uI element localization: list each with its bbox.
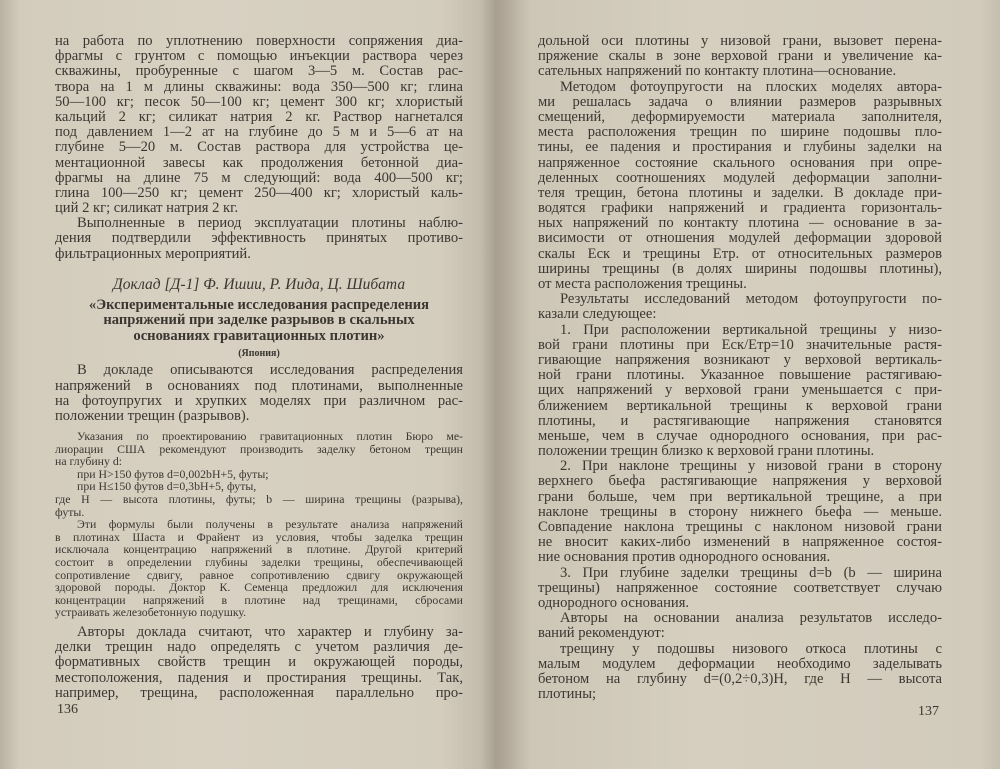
text-line: на фотоупругих и хрупких моделях при различном рас- [55,392,463,409]
text-line: фильтрационных мероприятий. [55,245,251,262]
text-line: устраивать железобетонную подушку. [55,605,247,620]
paragraph [55,34,463,216]
title-line: основаниях гравитационных плотин» [133,327,385,344]
text-line: Результаты исследований методом фотоупругости по- [560,291,942,308]
text-line: смещений, деформируемости материала заполнителя, [538,108,942,125]
text-line: ближением вертикальной трещины к верховой грани [538,397,942,414]
text-line: ширины трещины (в долях ширины подошвы плотины), [538,260,942,277]
text-line: висимости от отношения модулей деформации здоровой [538,230,942,247]
paragraph [55,625,463,701]
text-line: ментационной завесы как продолжения бетонной диа- [55,154,463,171]
text-line: не вносит каких-либо изменений в напряженное состоя- [538,534,942,551]
paragraph [538,611,942,641]
paragraph-group [55,34,463,262]
text-line: на работа по уплотнению поверхности сопряжения диа- [55,33,463,49]
text-line: от места расположения трещины. [538,276,747,292]
text-line: водятся графики напряжений и градиента горизонталь- [538,200,942,217]
text-line: дольной оси плотины у низовой грани, вызовет перена- [538,33,942,49]
text-line: В докладе описываются исследования распределения [77,362,463,379]
text-line: концентрации напряжений в плотине над трещинами, сбросами [55,592,463,607]
text-line: ных напряжений по контакту плотина — основание в за- [538,215,942,232]
text-line: меньше, чем в случае однородного основания, при рас- [538,427,942,444]
text-line: ми решалась задача о влиянии размеров разрывных [538,93,942,110]
footnote-paragraph [55,493,463,518]
text-line: Авторы доклада считают, что характер и глубину за- [77,623,463,640]
text-line: щих напряжений у верховой грани уменьшается с при- [538,382,942,399]
text-line: трещины) напряженное состояние соответствует случаю [538,579,942,596]
text-line: 3. При глубине заделки трещины d=b (b — ширина [560,564,942,581]
text-line: ной грани плотины. Указанное повышение растягиваю- [538,367,942,384]
text-line: формативных свойств трещин и окружающей породы, [55,654,463,671]
text-line: деленных соотношениях модулей деформации заполни- [538,169,942,186]
paragraph-group [538,34,942,702]
text-line: трещину у подошвы низового откоса плотины с [560,640,942,657]
text-line: пряжение скалы в зоне верховой грани и увеличение ка- [538,48,942,65]
text-line: вой грани плотины при Eск/Eтр=10 значительные растя- [538,336,942,353]
paragraph [538,323,942,460]
text-line: теля трещин, бетона плотины и заделки. В докладе при- [538,184,942,201]
text-line: фрагмы на длине 75 м следующий: вода 400—500 кг; [55,169,463,186]
report-author: Доклад [Д-1] Ф. Ишии, Р. Иида, Ц. Шибата [112,275,406,293]
text-line: под давлением 1—2 ат на глубине до 5 м и 5—6 ат на [55,124,463,141]
text-line: напряжений в основаниях под плотинами, выполненные [55,377,463,394]
paragraph [538,459,942,565]
text-line: бетоном на глубину d=(0,2÷0,3)H, где H — высота [538,670,942,687]
text-line: состоит в определении глубины заделки трещины, обеспечивающей [55,555,463,569]
text-line: в плотинах Шаста и Фрайент из условия, чтобы заделка трещин [55,529,463,544]
text-line: грани больше, чем при вертикальной трещине, а при [538,488,942,505]
text-line: скалы Eск и трещины Eтр. от относительных размеров [538,245,942,262]
text-line: лиорации США рекомендуют производить заделку бетоном трещин [55,441,463,456]
footnote-paragraph [55,518,463,619]
page-number: 136 [57,702,78,717]
text-line: фрагмы с грунтом с помощью инъекции раствора через [55,48,463,65]
text-line: ние основания против однородного основания. [538,549,831,566]
right-page [538,34,942,702]
text-line: здоровой породы. Доктор К. Семенца предложил для исключения [55,580,463,595]
text-line: гивающие напряжения возникают у верховой вертикаль- [538,351,942,368]
text-line: делки трещин надо определять с учетом различия де- [55,639,463,656]
text-line: казали следующее: [538,306,657,323]
text-line: Авторы на основании анализа результатов исследо- [560,610,942,627]
footnote-paragraph [55,430,463,468]
text-line: Выполненные в период эксплуатации плотины наблю- [77,215,463,232]
paragraph [538,292,942,322]
text-line: плотины, и растягивающие напряжения становятся [538,412,942,429]
text-line: при H≤150 футов d=0,3bH+5, футы, [77,479,257,494]
text-line: при H>150 футов d=0,002bH+5, футы; [77,466,269,481]
text-line: плотины; [538,686,597,703]
paragraph [538,80,942,293]
paragraph [55,363,463,424]
paragraph-group [55,363,463,424]
text-line: малым модулем деформации необходимо заделывать [538,655,942,672]
text-line: сательных напряжений по контакту плотина—основание. [538,63,897,80]
paragraph [55,216,463,262]
text-line: положении трещин (разрывов). [55,407,250,424]
text-line: 2. При наклоне трещины у низовой грани в сторону [560,458,942,475]
text-line: футы. [55,504,85,519]
paragraph [538,566,942,612]
text-line: кальций 2 кг; силикат натрия 2 кг. Раствор нагнетался [55,108,463,125]
text-line: положении трещин близко к верховой грани плотины. [538,443,875,460]
text-line: глина 100—250 кг; цемент 250—400 кг; хлористый каль- [55,184,463,201]
text-line: напряженное состояние скального основания при опре- [538,154,942,171]
text-line: Эти формулы были получены в результате анализа напряжений [77,517,463,532]
text-line: Методом фотоупругости на плоских моделях автора- [560,78,942,95]
text-line: наклоне трещины в сторону нижнего бьефа — меньше. [538,503,942,520]
report-title [55,298,463,345]
text-line: глубине 5—20 м. Состав раствора для устройства це- [55,139,463,156]
text-line: исключала концентрацию напряжений в плотине. Другой критерий [55,542,463,557]
text-line: на глубину d: [55,454,123,469]
text-line: например, трещина, расположенная параллельно про- [55,684,463,701]
title-line: «Экспериментальные исследования распределения [88,296,430,313]
formula-block [55,468,463,493]
report-country: (Япония) [238,348,280,360]
text-line: где H — высота плотины, футы; b — ширина трещины (разрыва), [55,492,463,507]
paragraph [538,642,942,703]
text-line: верхнего бьефа растягивающие напряжения у верховой [538,473,942,490]
text-line: ваний рекомендуют: [538,625,665,642]
text-line: тины, ее падения и простирания и глубины заделки на [538,139,942,156]
paragraph [538,34,942,80]
text-line: однородного основания. [538,594,690,611]
text-line: Указания по проектированию гравитационных плотин Бюро ме- [77,429,463,444]
title-line: напряжений при заделке разрывов в скальных [103,312,415,329]
text-line: местоположения, падения и простирания трещины. Так, [55,669,463,686]
text-line: 1. При расположении вертикальной трещины у низо- [560,321,942,338]
text-line: дения подтвердили эффективность принятых противо- [55,230,463,247]
text-line: Совпадение наклона трещины с наклоном низовой грани [538,519,942,535]
left-page [55,34,463,701]
text-line: 50—100 кг; песок 50—100 кг; цемент 300 кг; хлористый [55,93,463,110]
text-line: места расположения трещин по ширине подошвы пло- [538,124,942,141]
text-line: сопротивление сдвигу, равное сопротивлению сдвигу окружающей [55,567,463,582]
text-line: ций 2 кг; силикат натрия 2 кг. [55,200,239,217]
text-line: скважины, пробуренные с шагом 3—5 м. Состав рас- [55,63,463,80]
text-line: твора на 1 м длины скважины: вода 350—500 кг; глина [55,78,463,95]
page-number: 137 [918,704,939,719]
